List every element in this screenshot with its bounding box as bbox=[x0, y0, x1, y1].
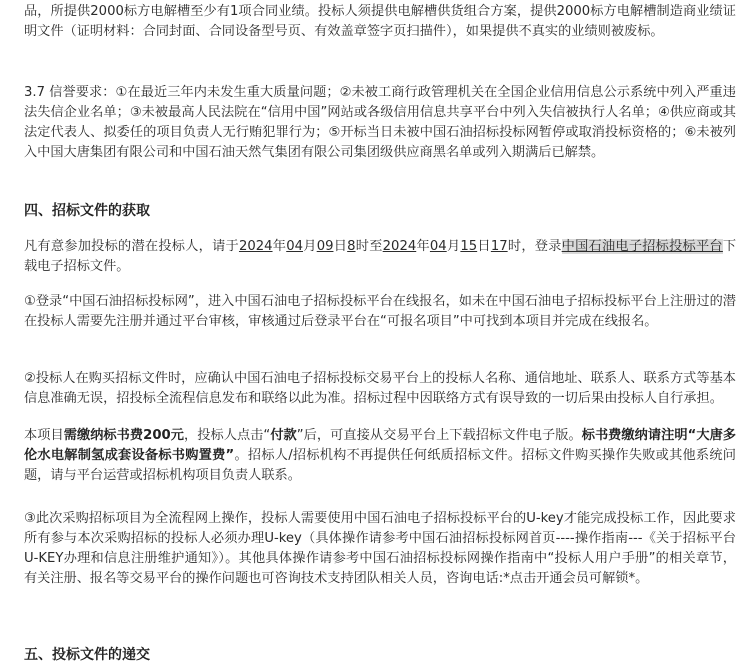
section-heading-obtain-documents: 四、招标文件的获取 bbox=[24, 203, 150, 219]
obtain-documents-paragraph bbox=[24, 237, 736, 277]
fee-amount: 需缴纳标书费200元 bbox=[63, 428, 184, 443]
end-year: 2024 bbox=[382, 239, 417, 254]
fee-text-1: 本项目 bbox=[24, 428, 64, 443]
month-char-2: 月 bbox=[446, 239, 461, 254]
end-day: 15 bbox=[460, 239, 478, 254]
login-instructions-paragraph: ①登录“中国石油招标投标网”，进入中国石油电子招标投标平台在线报名，如未在中国石油电子招标投标平台上注册过的潜在投标人需要先注册并通过平台审核，审核通过后登录平台在“可报名项目”中可找到本项目并完成在线报名。 bbox=[24, 294, 736, 329]
day-char-1: 日 bbox=[333, 239, 348, 254]
end-hour: 17 bbox=[490, 239, 508, 254]
credit-requirement-paragraph: 3.7 信誉要求：①在最近三年内未发生重大质量问题；②未被工商行政管理机关在全国企业信用信息公示系统中列入严重违法失信企业名单；③未被最高人民法院在“信用中国”网站或各级信用信息共享平台中列入失信被执行人名单；④供应商或其法定代表人、拟委任的项目负责人无行贿犯罪行为；⑤开标当日未被中国石油招标投标网暂停或取消投标资格的；⑥未被列入中国大唐集团有限公司和中国石油天然气集团有限公司集团级供应商黑名单或列入期满后已解禁。 bbox=[24, 85, 736, 160]
ukey-paragraph: ③此次采购招标项目为全流程网上操作，投标人需要使用中国石油电子招标投标平台的U-key才能完成投标工作，因此要求所有参与本次采购招标的投标人必须办理U-key（具体操作请参考中国石油招标投标网首页----操作指南---《关于招标平台U-KEY办理和信息注册维护通知》）。其他具体操作请参考中国石油招标投标网操作指南中“投标人用户手册”的相关章节，有关注册、报名等交易平台的操作问题也可咨询技术支持团队相关人员，咨询电话:*点击开通会员可解锁*。 bbox=[24, 511, 736, 586]
start-hour: 8 bbox=[347, 239, 356, 254]
obtain-suffix: 下载电子招标文件。 bbox=[24, 239, 737, 274]
end-month: 04 bbox=[429, 239, 447, 254]
section-heading-submit-bids: 五、投标文件的递交 bbox=[24, 647, 150, 663]
start-month: 04 bbox=[286, 239, 303, 254]
day-char-2: 日 bbox=[477, 239, 491, 254]
start-year: 2024 bbox=[238, 239, 273, 254]
fee-pay-keyword: 付款 bbox=[270, 428, 297, 443]
year-char-1: 年 bbox=[272, 239, 287, 254]
start-day: 09 bbox=[316, 239, 334, 254]
platform-link[interactable]: 中国石油电子招标投标平台 bbox=[561, 239, 723, 254]
year-char-2: 年 bbox=[416, 239, 430, 254]
fee-text-3: ”后，可直接从交易平台上下载招标文件电子版。 bbox=[296, 428, 582, 443]
document-fee-paragraph bbox=[24, 426, 736, 486]
performance-requirement-paragraph: 品，所提供2000标方电解槽至少有1项合同业绩。投标人须提供电解槽供货组合方案，提供2000标方电解槽制造商业绩证明文件（证明材料：合同封面、合同设备型号页、有效盖章签字页扫描件），如果提供不真实的业绩则被废标。 bbox=[24, 4, 736, 39]
fee-text-2: ，投标人点击“ bbox=[183, 428, 271, 443]
confirm-info-paragraph: ②投标人在购买招标文件时，应确认中国石油电子招标投标交易平台上的投标人名称、通信地址、联系人、联系方式等基本信息准确无误，招投标全流程信息发布和联络以此为准。招标过程中因联络方式有误导致的一切后果由投标人自行承担。 bbox=[24, 371, 736, 406]
obtain-prefix: 凡有意参加投标的潜在投标人，请于 bbox=[24, 239, 239, 254]
fee-text-4: 。招标人/招标机构不再提供任何纸质招标文件。招标文件购买操作失败或其他系统问题，请与平台运营或招标机构项目负责人联系。 bbox=[24, 448, 736, 483]
fee-note: 标书费缴纳请注明“大唐多伦水电解制氢成套设备标书购置费” bbox=[24, 428, 736, 463]
hour-char-1: 时至 bbox=[355, 239, 383, 254]
hour-char-2: 时，登录 bbox=[507, 239, 562, 254]
month-char-1: 月 bbox=[303, 239, 317, 254]
